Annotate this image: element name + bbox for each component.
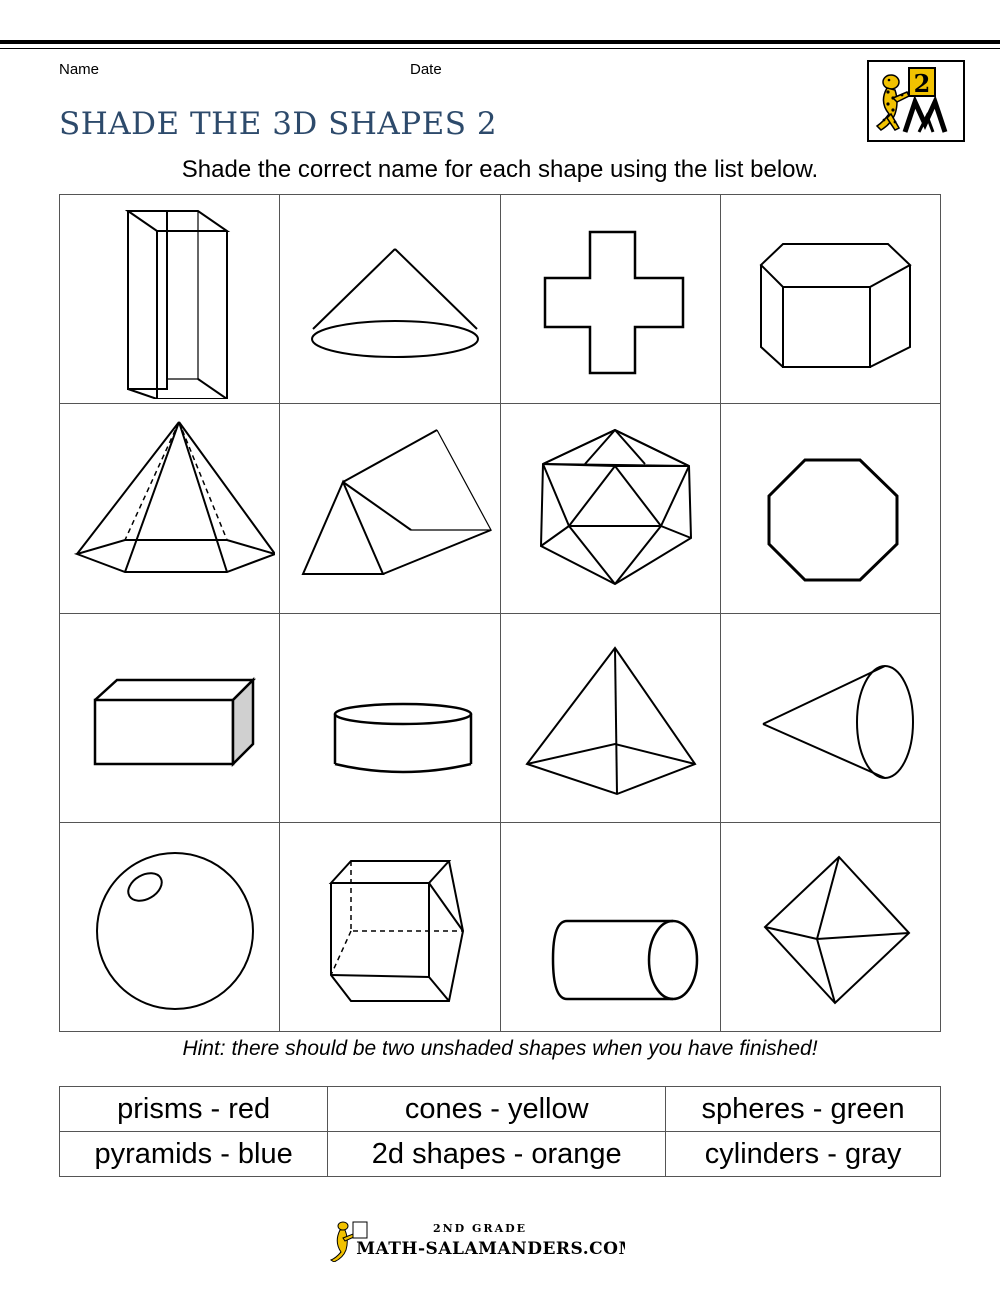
- name-label: Name: [59, 61, 100, 78]
- icosahedron-shape: [505, 408, 715, 608]
- shape-cell[interactable]: [721, 823, 941, 1032]
- cylinder-shape: [285, 618, 495, 818]
- shape-cell[interactable]: [501, 614, 721, 823]
- shape-grid: [59, 194, 941, 1032]
- shape-cell[interactable]: [501, 404, 721, 613]
- shape-cell[interactable]: [721, 195, 941, 404]
- shape-cell[interactable]: [280, 195, 500, 404]
- instructions: Shade the correct name for each shape using the list below.: [181, 156, 819, 183]
- key-cell: cylinders - gray: [666, 1132, 941, 1177]
- footer-grade-text: 2ND GRADE: [432, 1222, 528, 1235]
- cylinder-sideways-shape: [505, 827, 715, 1027]
- salamander-logo: [867, 60, 965, 142]
- pentagonal-pyramid-shape: [65, 408, 275, 608]
- octahedron-shape: [725, 827, 935, 1027]
- key-row: [60, 1132, 941, 1177]
- cone-shape: [285, 199, 495, 399]
- shape-cell[interactable]: [721, 614, 941, 823]
- cross-shape: [505, 199, 715, 399]
- shape-cell[interactable]: [60, 195, 280, 404]
- date-label: Date: [410, 61, 442, 78]
- octagon-shape: [725, 408, 935, 608]
- shape-cell[interactable]: [501, 823, 721, 1032]
- cone-sideways-shape: [725, 618, 935, 818]
- shape-cell[interactable]: [60, 823, 280, 1032]
- shape-cell[interactable]: [501, 195, 721, 404]
- page-title: SHADE THE 3D SHAPES 2: [59, 106, 498, 142]
- top-rule-thick: [0, 40, 1000, 44]
- triangular-pyramid-shape: [505, 618, 715, 818]
- hexagonal-prism-shape: [725, 199, 935, 399]
- shape-cell[interactable]: [280, 404, 500, 613]
- logo-grade-digit: 2: [913, 69, 931, 98]
- pentagonal-prism-shape: [285, 827, 495, 1027]
- hint-text: Hint: there should be two unshaded shapes when you have finished!: [182, 1037, 818, 1060]
- rectangular-prism-shape: [65, 199, 275, 399]
- key-cell: prisms - red: [60, 1087, 328, 1132]
- shape-cell[interactable]: [280, 823, 500, 1032]
- key-cell: cones - yellow: [328, 1087, 666, 1132]
- shape-cell[interactable]: [60, 614, 280, 823]
- shape-cell[interactable]: [721, 404, 941, 613]
- key-row: [60, 1087, 941, 1132]
- top-rule-thin: [0, 48, 1000, 49]
- footer-site-text: MATH-SALAMANDERS.COM: [356, 1239, 625, 1259]
- color-key-table: [59, 1086, 941, 1177]
- key-cell: pyramids - blue: [60, 1132, 328, 1177]
- sphere-shape: [65, 827, 275, 1027]
- key-cell: spheres - green: [666, 1087, 941, 1132]
- shape-cell[interactable]: [280, 614, 500, 823]
- cuboid-shape: [65, 618, 275, 818]
- footer-logo: [325, 1218, 625, 1262]
- shape-cell[interactable]: [60, 404, 280, 613]
- triangular-prism-shape: [285, 408, 495, 608]
- key-cell: 2d shapes - orange: [328, 1132, 666, 1177]
